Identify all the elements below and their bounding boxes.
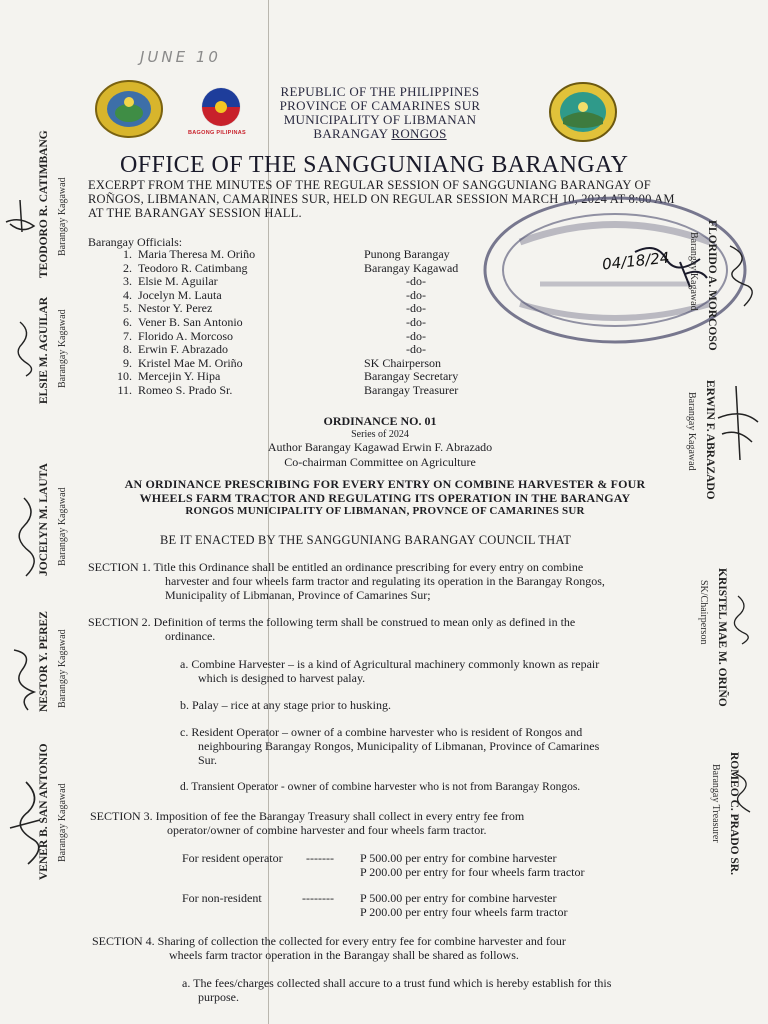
signature-block-right [684, 392, 702, 471]
libmanan-official-seal [547, 80, 619, 144]
section-4-a-line: purpose. [198, 990, 239, 1004]
fee-dash: ------- [306, 851, 334, 865]
barangay-seal-logo [92, 78, 166, 140]
official-row [104, 330, 514, 344]
ordinance-title-line: WHEELS FARM TRACTOR AND REGULATING ITS OPERATION IN THE BARANGAY [139, 490, 631, 505]
ordinance-title-line: RONGOS MUNICIPALITY OF LIBMANAN, PROVNCE OF CAMARINES SUR [185, 505, 585, 517]
section-4-a-line: a. The fees/charges collected shall accure to a trust fund which is hereby establish for this [182, 976, 612, 990]
signatory-name: ROMEO C. PRADO SR. [728, 752, 740, 875]
fee-amount: P 500.00 per entry for combine harvester [360, 891, 557, 905]
official-row [104, 289, 514, 303]
official-number: 10. [117, 369, 132, 384]
signature-scribble [8, 640, 40, 716]
bagong-pilipinas-caption: BAGONG PILIPINAS [188, 130, 246, 136]
fee-table-resident [182, 851, 660, 879]
official-name: Maria Theresa M. Oriño [138, 247, 256, 261]
signature-block-right [708, 764, 726, 843]
section-1 [88, 560, 605, 602]
official-name: Nestor Y. Perez [138, 301, 213, 316]
official-position: SK Chairperson [364, 355, 441, 370]
official-row [104, 357, 514, 371]
header-province: PROVINCE OF CAMARINES SUR [279, 98, 481, 113]
ordinance-title [80, 478, 690, 519]
signature-block-right [696, 580, 714, 644]
signature-scribble [724, 240, 758, 310]
official-position: Punong Barangay [364, 247, 450, 261]
section-2-line: SECTION 2. Definition of terms the following term shall be construed to mean only as defined in the [88, 615, 576, 629]
official-name: Kristel Mae M. Oriño [138, 355, 243, 370]
definition-a [180, 657, 599, 685]
official-name: Florido A. Morcoso [138, 328, 234, 343]
signatory-name: ELSIE M. AGUILAR [38, 296, 50, 404]
header-republic: REPUBLIC OF THE PHILIPPINES [280, 84, 480, 99]
section-4-line: SECTION 4. Sharing of collection the collected for every entry fee for combine harvester and four [92, 934, 566, 948]
section-4-line: wheels farm tractor operation in the Barangay shall be shared as follows. [169, 948, 519, 962]
officials-list [104, 248, 514, 398]
signature-block-right [686, 232, 704, 311]
official-row [104, 384, 514, 398]
signatory-role: Barangay Treasurer [710, 764, 721, 843]
official-name: Erwin F. Abrazado [138, 342, 229, 357]
official-position: -do- [406, 342, 426, 357]
ordinance-header [230, 414, 530, 470]
official-name: Elsie M. Aguilar [138, 274, 218, 289]
signatory-role: SK/Chairperson [698, 580, 709, 645]
signatory-role: Barangay Kagawad [57, 177, 68, 256]
signature-scribble [712, 382, 762, 466]
ordinance-title-line: AN ORDINANCE PRESCRIBING FOR EVERY ENTRY ON COMBINE HARVESTER & FOUR [124, 477, 646, 491]
section-1-line: Municipality of Libmanan, Province of Camarines Sur; [165, 588, 431, 602]
signatory-name: FLORIDO A. MORCOSO [706, 220, 718, 351]
signatory-name: ERWIN F. ABRAZADO [704, 380, 716, 500]
signature-block-left [52, 309, 70, 388]
fee-category: For resident operator [182, 851, 283, 865]
stamp-handwritten-date: 04/18/24 [601, 248, 671, 274]
section-2-line: ordinance. [165, 629, 216, 643]
fee-row [182, 865, 660, 879]
official-position: -do- [406, 328, 426, 343]
official-number: 9. [123, 355, 132, 370]
signatory-role: Barangay Kagawad [57, 629, 68, 708]
official-position: -do- [406, 287, 426, 302]
signature-scribble [728, 770, 758, 820]
signature-scribble [724, 592, 754, 648]
signatory-name: VENER B. SAN ANTONIO [38, 743, 50, 880]
fee-category: For non-resident [182, 891, 262, 905]
official-number: 11. [117, 382, 132, 397]
official-row [104, 370, 514, 384]
signature-scribble [6, 778, 46, 868]
signature-block-left [52, 487, 70, 566]
section-4-a [182, 976, 611, 1004]
definition-c-line: Sur. [198, 753, 218, 767]
ordinance-cochair: Co-chairman Committee on Agriculture [284, 455, 476, 469]
signatory-role: Barangay Kagawad [57, 783, 68, 862]
official-row [104, 248, 514, 262]
official-position: Barangay Treasurer [364, 382, 459, 397]
signatory-name: JOCELYN M. LAUTA [38, 463, 50, 576]
definition-c-line: c. Resident Operator – owner of a combine harvester who is resident of Rongos and [180, 725, 583, 739]
official-position: -do- [406, 314, 426, 329]
definition-d: d. Transient Operator - owner of combine harvester who is not from Barangay Rongos. [180, 781, 581, 793]
signature-scribble [6, 318, 38, 380]
signatory-role: Barangay Kagawad [686, 392, 697, 471]
fee-amount: P 200.00 per entry for four wheels farm tractor [360, 865, 585, 879]
official-number: 5. [123, 301, 132, 316]
section-3-line: operator/owner of combine harvester and four wheels farm tractor. [167, 823, 487, 837]
fee-row [182, 891, 660, 905]
official-number: 2. [123, 260, 132, 275]
signature-block-left [52, 177, 70, 256]
official-position: -do- [406, 274, 426, 289]
section-1-line: harvester and four wheels farm tractor and regulating its operation in the Barangay Rongos, [165, 574, 605, 588]
fee-amount: P 200.00 per entry four wheels farm tractor [360, 905, 568, 919]
ordinance-series: Series of 2024 [351, 429, 409, 440]
official-name: Romeo S. Prado Sr. [138, 382, 233, 397]
section-3 [90, 809, 524, 837]
official-row [104, 275, 514, 289]
official-name: Vener B. San Antonio [138, 314, 243, 329]
signature-scribble [0, 196, 40, 242]
official-row [104, 302, 514, 316]
official-position: -do- [406, 301, 426, 316]
fee-amount: P 500.00 per entry for combine harvester [360, 851, 557, 865]
signatory-name: NESTOR Y. PEREZ [38, 611, 50, 712]
official-position: Barangay Kagawad [364, 260, 459, 275]
section-4 [92, 934, 566, 962]
definition-c-line: neighbouring Barangay Rongos, Municipality of Libmanan, Province of Camarines [198, 739, 600, 753]
signatory-role: Barangay Kagawad [688, 232, 699, 311]
minutes-excerpt: EXCERPT FROM THE MINUTES OF THE REGULAR SESSION OF SANGGUNIANG BARANGAY OF ROÑGOS, LIBMANAN, CAMARINES SUR, HELD ON REGULAR SESSION MARCH 10, 2024 AT 8:00 AM AT THE BARANGAY SESSION HALL. [88, 178, 675, 220]
fee-table-nonresident [182, 891, 660, 919]
signature-block-left [52, 629, 70, 708]
header-barangay-name: RONGOS [391, 126, 447, 141]
definition-a-line: a. Combine Harvester – is a kind of Agricultural machinery commonly known as repair [180, 657, 600, 671]
signature-block-left [52, 783, 70, 862]
official-name: Jocelyn M. Lauta [138, 287, 222, 302]
official-number: 3. [123, 274, 132, 289]
official-name: Mercejin Y. Hipa [138, 369, 221, 384]
official-position: Barangay Secretary [364, 369, 459, 384]
section-1-line: SECTION 1. Title this Ordinance shall be entitled an ordinance prescribing for every entry on combine [88, 560, 584, 574]
definition-b: b. Palay – rice at any stage prior to husking. [180, 698, 391, 712]
definition-c [180, 725, 599, 767]
letterhead [230, 85, 530, 141]
definition-a-line: which is designed to harvest palay. [198, 671, 366, 685]
ordinance-author: Author Barangay Kagawad Erwin F. Abrazado [267, 440, 493, 454]
official-number: 7. [123, 328, 132, 343]
official-number: 6. [123, 314, 132, 329]
official-name: Teodoro R. Catimbang [138, 260, 248, 275]
signature-block-right [704, 220, 722, 351]
signatory-name: TEODORO R. CATIMBANG [38, 130, 50, 278]
enacting-clause: BE IT ENACTED BY THE SANGGUNIANG BARANGAY COUNCIL THAT [160, 533, 572, 547]
signatory-name: KRISTEL MAE M. ORIÑO [716, 568, 728, 707]
fee-row [182, 905, 660, 919]
section-3-line: SECTION 3. Imposition of fee the Barangay Treasury shall collect in every entry fee from [90, 809, 525, 823]
fee-row [182, 851, 660, 865]
header-municipality: MUNICIPALITY OF LIBMANAN [283, 112, 477, 127]
header-barangay [230, 127, 530, 141]
official-number: 8. [123, 342, 132, 357]
official-row [104, 316, 514, 330]
handwritten-date: JUNE 10 [140, 48, 221, 66]
office-title: OFFICE OF THE SANGGUNIANG BARANGAY [120, 152, 629, 178]
fee-dash: -------- [302, 891, 334, 905]
official-row [104, 262, 514, 276]
signatory-role: Barangay Kagawad [57, 309, 68, 388]
ordinance-number: ORDINANCE NO. 01 [323, 414, 437, 428]
official-number: 1. [123, 247, 132, 261]
header-barangay-prefix: BARANGAY [313, 126, 392, 141]
section-2 [88, 615, 575, 643]
official-row [104, 343, 514, 357]
signatory-role: Barangay Kagawad [57, 487, 68, 566]
official-number: 4. [123, 287, 132, 302]
officials-heading: Barangay Officials: [88, 235, 183, 249]
signature-scribble [8, 494, 40, 580]
